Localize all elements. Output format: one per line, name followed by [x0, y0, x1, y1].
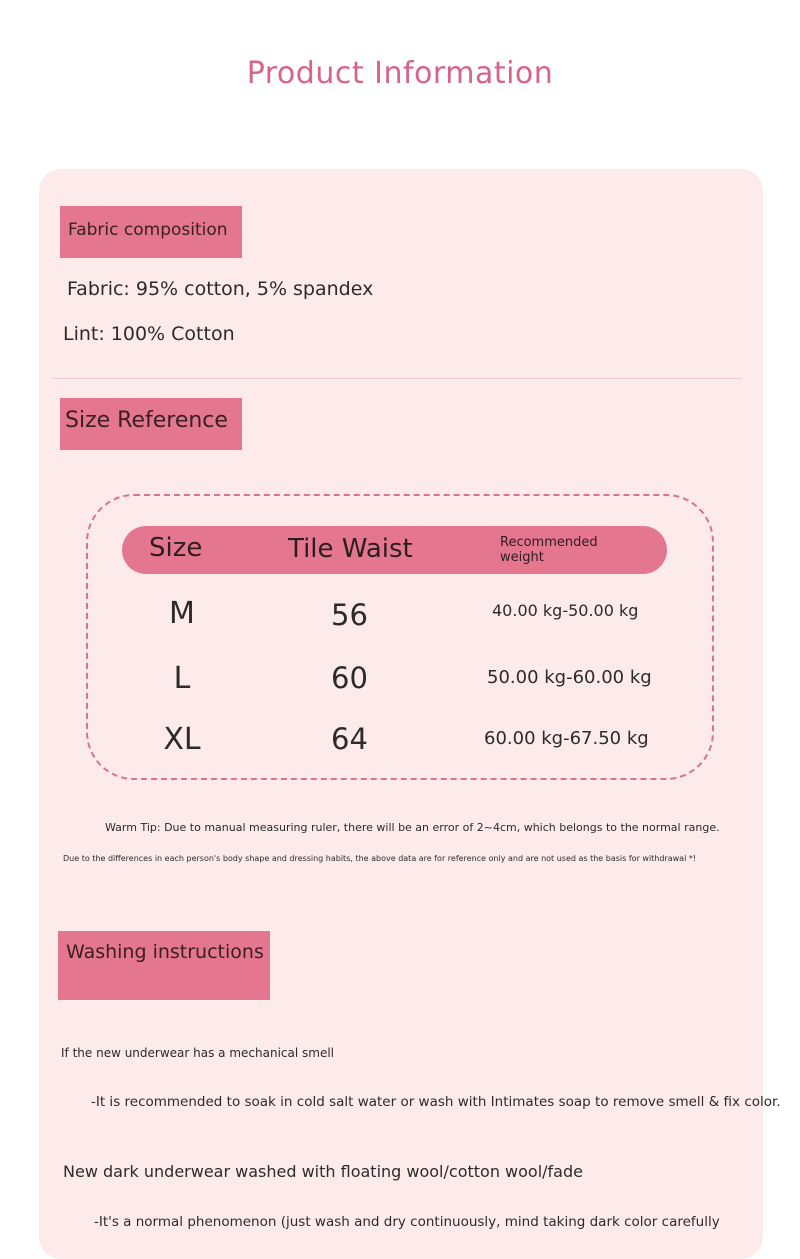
waist-cell-60: 60 [331, 661, 368, 695]
wash-item: If the new underwear has a mechanical smell [61, 1046, 334, 1060]
fabric-composition-heading: Fabric composition [60, 206, 242, 258]
waist-cell-56: 56 [331, 598, 368, 632]
disclaimer: Due to the differences in each person's body shape and dressing habits, the above data are for reference only and are not used as the basis for withdrawal *! [63, 854, 697, 863]
wash-item: New dark underwear washed with floating wool/cotton wool/fade [63, 1162, 583, 1181]
lint-line: Lint: 100% Cotton [63, 323, 235, 345]
weight-cell-xl: 60.00 kg-67.50 kg [484, 728, 649, 749]
warm-tip: Warm Tip: Due to manual measuring ruler, there will be an error of 2~4cm, which belongs to the normal range. [105, 821, 720, 834]
size-cell-xl: XL [163, 722, 201, 757]
wash-item: -It's a normal phenomenon (just wash and dry continuously, mind taking dark color carefully [94, 1214, 720, 1230]
product-info-panel [39, 169, 781, 1259]
page-title: Product Information [246, 56, 554, 91]
size-reference-heading: Size Reference [60, 398, 242, 450]
column-recommended-weight: Recommended weight [500, 535, 598, 565]
section-divider [52, 378, 742, 379]
fabric-line: Fabric: 95% cotton, 5% spandex [67, 278, 374, 300]
size-cell-m: M [169, 596, 195, 631]
weight-cell-l: 50.00 kg-60.00 kg [487, 667, 652, 688]
washing-instructions-heading: Washing instructions [58, 931, 270, 1000]
weight-cell-m: 40.00 kg-50.00 kg [492, 601, 639, 620]
size-table-header [122, 526, 667, 574]
wash-item: -It is recommended to soak in cold salt water or wash with Intimates soap to remove smell & fix color. [91, 1094, 781, 1110]
column-size: Size [149, 533, 203, 563]
waist-cell-64: 64 [331, 722, 368, 756]
size-cell-l: L [173, 661, 191, 696]
column-tile-waist: Tile Waist [288, 534, 413, 564]
